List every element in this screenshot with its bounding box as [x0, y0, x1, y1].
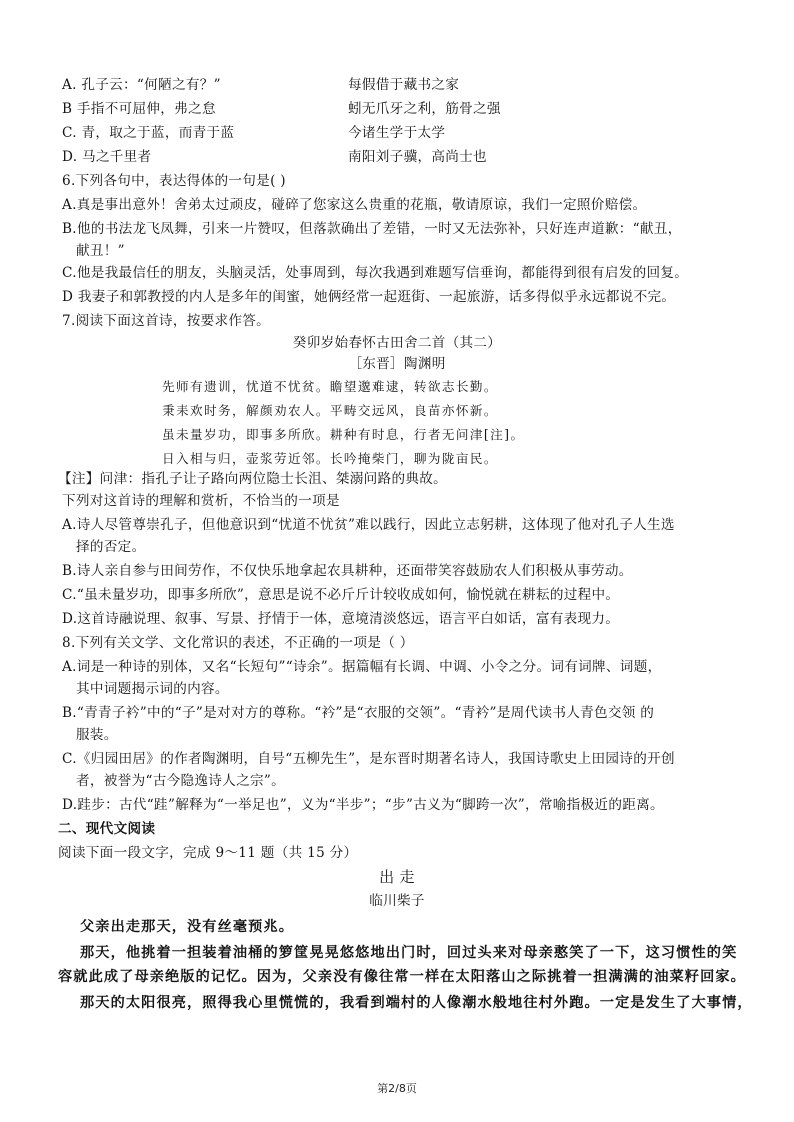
poem-line-1: 先师有遗训，忧道不忧贫。瞻望邈难逮，转欲志长勤。	[162, 379, 498, 394]
q6-option-c: C.他是我最信任的朋友，头脑灵活，处事周到，每次我遇到难题写信垂询，都能得到很有启发的回复。	[62, 265, 689, 281]
q8-option-b-line2: 服装。	[76, 727, 118, 743]
q7-option-a-line2: 择的否定。	[76, 539, 146, 555]
q8-stem: 8.下列有关文学、文化常识的表述，不正确的一项是（ ）	[62, 635, 414, 651]
story-paragraph-1: 父亲出走那天，没有丝毫预兆。	[80, 919, 295, 935]
section-instruction: 阅读下面一段文字，完成 9～11 题（共 15 分）	[58, 845, 358, 861]
q8-option-b-line1: B.“青青子衿”中的“子”是对对方的尊称。“衿”是“衣服的交领”。“青衿”是周代读书人青色交领 的	[62, 705, 655, 721]
section-heading: 二、现代文阅读	[58, 821, 156, 837]
q5-option-d: D. 马之千里者 南阳刘子骥，高尚士也	[62, 149, 487, 165]
q8-option-c-line2: 者，被誉为“古今隐逸诗人之宗”。	[76, 773, 286, 789]
q7-sub-stem: 下列对这首诗的理解和赏析，不恰当的一项是	[62, 493, 340, 509]
q7-option-a-line1: A.诗人尽管尊崇孔子，但他意识到“忧道不忧贫”难以践行，因此立志躬耕，这体现了他对孔子人生选	[62, 517, 675, 533]
q5-option-c: C. 青，取之于蓝，而青于蓝 今诸生学于太学	[62, 125, 446, 141]
poem-line-4: 日入相与归，壶浆劳近邻。长吟掩柴门，聊为陇亩民。	[162, 451, 498, 466]
poem-author: ［东晋］陶渊明	[348, 356, 446, 372]
story-author: 临川柴子	[369, 893, 425, 909]
q6-option-b-line1: B.他的书法龙飞凤舞，引来一片赞叹，但落款确出了差错，一时又无法弥补，只好连声道歉：“献丑，	[62, 221, 682, 237]
q8-option-d: D.跬步：古代“跬”解释为“一举足也”，义为“半步”；“步”古义为“脚跨一次”，常喻指极近的距离。	[62, 797, 664, 813]
q8-option-a-line1: A.词是一种诗的别体，又名“长短句”“诗余”。据篇幅有长调、中调、小令之分。词有词牌、词题，	[62, 659, 662, 675]
q6-option-a: A.真是事出意外！舍弟太过顽皮，碰碎了您家这么贵重的花瓶，敬请原谅，我们一定照价赔偿。	[62, 197, 647, 213]
q6-option-d: D 我妻子和郭教授的内人是多年的闺蜜，她俩经常一起逛街、一起旅游，话多得似乎永远都说不完。	[62, 289, 676, 305]
poem-line-2: 秉耒欢时务，解颜劝农人。平畴交远风，良苗亦怀新。	[162, 403, 498, 418]
story-title: 出 走	[379, 868, 415, 886]
story-paragraph-3: 那天的太阳很亮，照得我心里慌慌的，我看到端村的人像潮水般地往村外跑。一定是发生了大事情，	[80, 995, 753, 1011]
q6-option-b-line2: 献丑！”	[76, 243, 125, 259]
q7-stem: 7.阅读下面这首诗，按要求作答。	[62, 313, 271, 329]
q7-option-b: B.诗人亲自参与田间劳作，不仅快乐地拿起农具耕种，还面带笑容鼓励农人们积极从事劳动。	[62, 563, 633, 579]
poem-note: 【注】问津：指孔子让子路向两位隐士长沮、桀溺问路的典故。	[58, 471, 448, 487]
q8-option-a-line2: 其中词题揭示词的内容。	[76, 681, 229, 697]
page-number: 第2/8页	[377, 1082, 417, 1095]
q5-option-b: B 手指不可屈伸，弗之怠 蚓无爪牙之利，筋骨之强	[62, 101, 501, 117]
q6-stem: 6.下列各句中，表达得体的一句是( )	[62, 173, 286, 189]
poem-title: 癸卯岁始春怀古田舍二首（其二）	[292, 335, 502, 351]
story-paragraph-2-line1: 那天，他挑着一担装着油桶的箩筐晃晃悠悠地出门时，回过头来对母亲憨笑了一下，这习惯性的笑	[80, 945, 738, 961]
q7-option-c: C.“虽未量岁功，即事多所欣”，意思是说不必斤斤计较收成如何，愉悦就在耕耘的过程中。	[62, 587, 620, 603]
q5-option-a: A. 孔子云：“何陋之有？” 每假借于藏书之家	[62, 77, 460, 93]
poem-line-3: 虽未量岁功，即事多所欣。耕种有时息，行者无问津[注]。	[162, 427, 525, 442]
q7-option-d: D.这首诗融说理、叙事、写景、抒情于一体，意境清淡悠远，语言平白如话，富有表现力。	[62, 611, 620, 627]
q8-option-c-line1: C.《归园田居》的作者陶渊明，自号“五柳先生”，是东晋时期著名诗人，我国诗歌史上田园诗的开创	[62, 751, 675, 767]
story-paragraph-2-line2: 容就此成了母亲绝版的记忆。因为，父亲没有像往常一样在太阳落山之际挑着一担满满的油菜籽回家。	[58, 969, 746, 985]
